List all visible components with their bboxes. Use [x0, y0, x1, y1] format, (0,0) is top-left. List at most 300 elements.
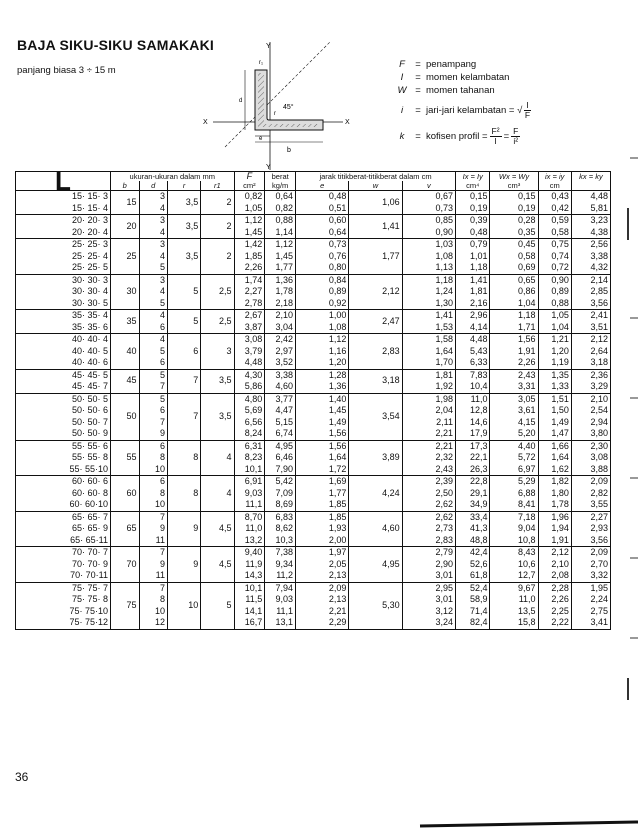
cell-I: 52,6: [456, 559, 490, 571]
cell-size: 55· 55· 8: [71, 452, 108, 462]
cell-b: 40: [111, 334, 140, 370]
cell-k: 2,82: [571, 488, 610, 500]
cell-size: 55· 55·10: [69, 463, 108, 474]
cell-d: 6: [139, 357, 168, 369]
page-number: 36: [15, 770, 29, 784]
cell-i: 1,21: [538, 334, 571, 346]
cell-d: 5: [139, 393, 168, 405]
cell-I: 61,8: [456, 570, 490, 582]
cell-r1: 2: [201, 215, 234, 239]
cell-v: 1,08: [402, 251, 455, 263]
cell-k: 2,56: [571, 239, 610, 251]
table-row: [16, 298, 611, 310]
fraction-numerator: F: [513, 125, 519, 136]
cell-d: 9: [139, 559, 168, 571]
table-row: [16, 582, 611, 594]
cell-W: 0,58: [490, 251, 538, 263]
cell-i: 1,64: [538, 452, 571, 464]
cell-r: 10: [168, 582, 201, 629]
cell-size: 70· 70·11: [70, 570, 108, 580]
cell-v: 3,01: [402, 570, 455, 582]
cell-d: 9: [139, 428, 168, 440]
cell-w: 1,41: [349, 215, 402, 239]
cell-size: 50· 50· 6: [71, 405, 108, 415]
cell-i: 0,43: [538, 191, 571, 203]
cell-i: 2,10: [538, 559, 571, 571]
cell-e: 1,77: [296, 488, 349, 500]
cell-w: 4,24: [349, 476, 402, 512]
cell-I: 29,1: [456, 488, 490, 500]
cell-v: 1,81: [402, 369, 455, 381]
cell-r: 6: [168, 334, 201, 370]
cell-F: 10,1: [234, 582, 265, 594]
cell-d: 6: [139, 405, 168, 417]
cell-F: 4,48: [234, 357, 265, 369]
cell-W: 3,61: [490, 405, 538, 417]
cell-r: 7: [168, 369, 201, 393]
cell-v: 1,64: [402, 346, 455, 358]
table-row: [16, 523, 611, 535]
cell-k: 2,09: [571, 547, 610, 559]
cell-v: 2,21: [402, 440, 455, 452]
cell-e: 1,08: [296, 322, 349, 334]
table-row: [16, 262, 611, 274]
cell-v: 0,85: [402, 215, 455, 227]
subheader-r1: r1: [201, 181, 234, 191]
cell-size: 20· 20· 4: [71, 226, 108, 237]
cell-b: 20: [111, 215, 140, 239]
cell-i: 1,96: [538, 511, 571, 523]
cell-F: 16,7: [234, 617, 265, 629]
cell-size: 65· 65· 7: [16, 511, 111, 523]
cell-size: 65· 65·11: [70, 534, 108, 545]
cell-W: 11,0: [490, 594, 538, 606]
cell-size: 15· 15· 4: [71, 202, 108, 213]
cell-i: 0,74: [538, 251, 571, 263]
cell-berat: 2,18: [265, 298, 296, 310]
legend-text: momen tahanan: [426, 85, 495, 96]
cell-berat: 5,42: [265, 476, 296, 488]
cell-v: 3,12: [402, 606, 455, 618]
cell-v: 1,30: [402, 298, 455, 310]
subheader-d: d: [139, 181, 168, 191]
cell-I: 7,83: [456, 369, 490, 381]
legend-symbol: F: [399, 59, 405, 70]
cell-e: 1,12: [296, 334, 349, 346]
diagram-label-x-left: X: [203, 119, 208, 126]
cell-e: 1,93: [296, 523, 349, 535]
cell-i: 1,82: [538, 476, 571, 488]
cell-W: 6,88: [490, 488, 538, 500]
cell-k: 3,18: [571, 357, 610, 369]
cell-W: 4,15: [490, 417, 538, 429]
cell-size: 60· 60·10: [69, 499, 108, 509]
cell-k: 3,08: [571, 452, 610, 464]
cell-berat: 1,78: [265, 286, 296, 298]
table-row: [16, 617, 611, 629]
legend-fraction: [490, 127, 502, 146]
legend-equals: =: [503, 130, 510, 142]
cell-v: 1,58: [402, 334, 455, 346]
fraction-numerator: I: [526, 99, 529, 110]
legend-row: [394, 123, 533, 149]
cell-W: 0,28: [490, 215, 538, 227]
cell-size: 55· 55· 6: [16, 440, 111, 452]
cell-v: 2,11: [402, 417, 455, 429]
cell-F: 3,08: [234, 334, 265, 346]
cell-w: 4,95: [349, 547, 402, 583]
table-body: [16, 191, 611, 630]
cell-F: 8,23: [234, 452, 265, 464]
cell-i: 1,05: [538, 310, 571, 322]
cell-v: 1,03: [402, 239, 455, 251]
cell-W: 6,97: [490, 464, 538, 476]
cell-r: 9: [168, 511, 201, 547]
cell-r1: 4,5: [201, 547, 234, 583]
cell-d: 8: [139, 594, 168, 606]
cell-F: 10,1: [234, 464, 265, 476]
page-subtitle: panjang biasa 3 ÷ 15 m: [17, 65, 116, 76]
unit-W: cm³: [490, 181, 538, 191]
cell-r: 5: [168, 310, 201, 334]
cell-berat: 3,04: [265, 322, 296, 334]
header-berat: berat: [265, 172, 296, 182]
cell-w: 4,60: [349, 511, 402, 547]
cell-i: 1,78: [538, 499, 571, 511]
cell-d: 3: [139, 239, 168, 251]
cell-berat: 1,12: [265, 239, 296, 251]
cell-berat: 7,94: [265, 582, 296, 594]
cell-v: 1,92: [402, 381, 455, 393]
legend-equals: =: [415, 130, 421, 142]
cell-W: 9,04: [490, 523, 538, 535]
table-row: [16, 227, 611, 239]
cell-berat: 4,47: [265, 405, 296, 417]
table-row: [16, 464, 611, 476]
cell-size: 50· 50· 9: [71, 428, 108, 438]
table-row: [16, 310, 611, 322]
cell-d: 3: [139, 215, 168, 227]
cell-d: 6: [139, 440, 168, 452]
cell-b: 75: [111, 582, 140, 629]
table-row: [16, 346, 611, 358]
cell-berat: 13,1: [265, 617, 296, 629]
cell-I: 22,1: [456, 452, 490, 464]
cell-W: 2,26: [490, 357, 538, 369]
cell-e: 2,21: [296, 606, 349, 618]
cell-F: 6,56: [234, 417, 265, 429]
header-Ix: Ix = Iy: [456, 172, 490, 182]
cell-berat: 1,77: [265, 262, 296, 274]
cell-F: 11,5: [234, 594, 265, 606]
cell-size: 60· 60· 8: [71, 487, 108, 498]
cell-k: 3,38: [571, 251, 610, 263]
cell-v: 2,79: [402, 547, 455, 559]
table-row: [16, 369, 611, 381]
cell-d: 6: [139, 322, 168, 334]
unit-I: cm⁴: [456, 181, 490, 191]
table-row: [16, 251, 611, 263]
cell-W: 12,7: [490, 570, 538, 582]
cell-d: 7: [139, 511, 168, 523]
cell-i: 1,47: [538, 428, 571, 440]
cell-r1: 3,5: [201, 369, 234, 393]
cell-berat: 11,2: [265, 570, 296, 582]
cell-F: 1,12: [234, 215, 265, 227]
cell-r: 5: [168, 274, 201, 310]
cell-size: 50· 50· 7: [71, 416, 108, 427]
cell-k: 2,85: [571, 286, 610, 298]
cell-e: 0,64: [296, 227, 349, 239]
cell-e: 1,69: [296, 476, 349, 488]
cell-d: 4: [139, 203, 168, 215]
cell-b: 65: [111, 511, 140, 547]
cell-W: 0,86: [490, 286, 538, 298]
cell-I: 1,41: [456, 274, 490, 286]
cell-W: 0,45: [490, 239, 538, 251]
cell-k: 3,29: [571, 381, 610, 393]
cell-v: 1,70: [402, 357, 455, 369]
cell-W: 1,04: [490, 298, 538, 310]
cell-r: 7: [168, 393, 201, 440]
diagram-label-e: e: [259, 136, 263, 142]
cell-i: 1,33: [538, 381, 571, 393]
cell-e: 1,56: [296, 440, 349, 452]
cell-e: 1,40: [296, 393, 349, 405]
table-row: [16, 547, 611, 559]
cell-I: 41,3: [456, 523, 490, 535]
cell-e: 1,56: [296, 428, 349, 440]
cell-F: 1,74: [234, 274, 265, 286]
cell-I: 1,01: [456, 251, 490, 263]
table-row: [16, 381, 611, 393]
table-row: [16, 417, 611, 429]
cell-I: 17,9: [456, 428, 490, 440]
legend-symbol: W: [397, 85, 407, 96]
cell-v: 2,21: [402, 428, 455, 440]
cell-I: 48,8: [456, 535, 490, 547]
cell-v: 3,01: [402, 594, 455, 606]
cell-berat: 8,62: [265, 523, 296, 535]
cell-e: 1,20: [296, 357, 349, 369]
cell-W: 4,40: [490, 440, 538, 452]
legend-text: kofisen profil =: [426, 130, 488, 142]
cell-k: 3,55: [571, 499, 610, 511]
cell-berat: 5,15: [265, 417, 296, 429]
cell-berat: 3,77: [265, 393, 296, 405]
cell-W: 5,72: [490, 452, 538, 464]
cell-F: 9,03: [234, 488, 265, 500]
cell-e: 1,16: [296, 346, 349, 358]
cell-d: 4: [139, 310, 168, 322]
cell-e: 2,29: [296, 617, 349, 629]
fraction-denominator: I: [494, 135, 497, 146]
cell-v: 2,73: [402, 523, 455, 535]
cell-F: 11,9: [234, 559, 265, 571]
cell-I: 22,8: [456, 476, 490, 488]
legend-text: momen kelambatan: [426, 72, 510, 83]
table-row: [16, 606, 611, 618]
cell-i: 2,12: [538, 547, 571, 559]
angle-profile-diagram: [195, 42, 380, 170]
cell-i: 2,22: [538, 617, 571, 629]
cell-I: 2,96: [456, 310, 490, 322]
legend-symbol: k: [399, 130, 405, 142]
cell-v: 2,04: [402, 405, 455, 417]
cell-berat: 4,60: [265, 381, 296, 393]
cell-i: 2,08: [538, 570, 571, 582]
cell-size: 45· 45· 5: [16, 369, 111, 381]
cell-k: 4,48: [571, 191, 610, 203]
cell-d: 5: [139, 369, 168, 381]
cell-r1: 5: [201, 582, 234, 629]
cell-e: 2,13: [296, 570, 349, 582]
cell-I: 1,18: [456, 262, 490, 274]
cell-e: 0,92: [296, 298, 349, 310]
cell-F: 6,31: [234, 440, 265, 452]
table-row: [16, 440, 611, 452]
subheader-v: v: [402, 181, 455, 191]
cell-I: 0,39: [456, 215, 490, 227]
fraction-denominator: i²: [513, 135, 519, 146]
cell-I: 58,9: [456, 594, 490, 606]
cell-berat: 2,42: [265, 334, 296, 346]
unit-k: [571, 181, 610, 191]
table-row: [16, 476, 611, 488]
cell-e: 1,97: [296, 547, 349, 559]
cell-i: 0,42: [538, 203, 571, 215]
cell-r: 8: [168, 440, 201, 476]
table-row: [16, 322, 611, 334]
profile-data-table: [15, 165, 611, 630]
legend-symbol: I: [400, 72, 404, 83]
cell-v: 2,50: [402, 488, 455, 500]
cell-size: 75· 75·12: [69, 617, 108, 627]
cell-b: 70: [111, 547, 140, 583]
cell-berat: 2,10: [265, 310, 296, 322]
cell-k: 2,12: [571, 334, 610, 346]
cell-berat: 1,45: [265, 251, 296, 263]
cell-e: 0,51: [296, 203, 349, 215]
cell-d: 11: [139, 535, 168, 547]
legend-text: penampang: [426, 59, 477, 70]
cell-w: 2,83: [349, 334, 402, 370]
cell-W: 1,91: [490, 346, 538, 358]
table-row: [16, 286, 611, 298]
cell-k: 4,38: [571, 227, 610, 239]
cell-e: 0,84: [296, 274, 349, 286]
cell-I: 26,3: [456, 464, 490, 476]
cell-v: 1,13: [402, 262, 455, 274]
cell-W: 3,31: [490, 381, 538, 393]
cell-W: 15,8: [490, 617, 538, 629]
cell-berat: 0,82: [265, 203, 296, 215]
cell-F: 6,91: [234, 476, 265, 488]
cell-I: 14,6: [456, 417, 490, 429]
cell-e: 1,36: [296, 381, 349, 393]
cell-size: 35· 35· 6: [71, 321, 108, 332]
cell-W: 10,8: [490, 535, 538, 547]
cell-d: 3: [139, 274, 168, 286]
cell-d: 4: [139, 334, 168, 346]
cell-berat: 1,14: [265, 227, 296, 239]
cell-d: 7: [139, 381, 168, 393]
cell-F: 14,1: [234, 606, 265, 618]
cell-w: 3,54: [349, 393, 402, 440]
cell-I: 10,4: [456, 381, 490, 393]
cell-e: 0,73: [296, 239, 349, 251]
cell-v: 2,90: [402, 559, 455, 571]
cell-e: 1,45: [296, 405, 349, 417]
cell-I: 12,8: [456, 405, 490, 417]
cell-F: 4,30: [234, 369, 265, 381]
cell-w: 2,12: [349, 274, 402, 310]
legend-symbol: i: [400, 104, 404, 116]
cell-r: 3,5: [168, 191, 201, 215]
cell-W: 0,19: [490, 203, 538, 215]
subheader-r: r: [168, 181, 201, 191]
cell-berat: 10,3: [265, 535, 296, 547]
header-ix: ix = iy: [538, 172, 571, 182]
cell-i: 1,49: [538, 417, 571, 429]
cell-d: 5: [139, 262, 168, 274]
cell-e: 1,64: [296, 452, 349, 464]
cell-r: 8: [168, 476, 201, 512]
cell-v: 2,83: [402, 535, 455, 547]
cell-k: 2,27: [571, 511, 610, 523]
legend-equals: =: [415, 85, 421, 96]
cell-e: 0,48: [296, 191, 349, 203]
cell-W: 0,15: [490, 191, 538, 203]
cell-i: 0,59: [538, 215, 571, 227]
cell-d: 12: [139, 617, 168, 629]
cell-berat: 7,38: [265, 547, 296, 559]
cell-I: 11,0: [456, 393, 490, 405]
cell-k: 2,75: [571, 606, 610, 618]
cell-d: 6: [139, 476, 168, 488]
cell-I: 2,16: [456, 298, 490, 310]
legend-equals: =: [415, 59, 421, 70]
cell-i: 1,04: [538, 322, 571, 334]
cell-size: 65· 65· 9: [71, 523, 108, 533]
cell-r1: 4: [201, 440, 234, 476]
diagram-label-y-top: Y: [266, 43, 271, 50]
cell-size: 70· 70· 9: [71, 558, 108, 569]
cell-F: 11,1: [234, 499, 265, 511]
cell-F: 14,3: [234, 570, 265, 582]
cell-berat: 2,97: [265, 346, 296, 358]
cell-i: 1,80: [538, 488, 571, 500]
cell-size: 25· 25· 4: [71, 250, 108, 261]
cell-k: 3,51: [571, 322, 610, 334]
cell-d: 9: [139, 523, 168, 535]
cell-F: 5,86: [234, 381, 265, 393]
cell-k: 5,81: [571, 203, 610, 215]
subheader-b: b: [111, 181, 140, 191]
cell-e: 2,00: [296, 535, 349, 547]
cell-W: 1,18: [490, 310, 538, 322]
cell-I: 52,4: [456, 582, 490, 594]
cell-F: 8,24: [234, 428, 265, 440]
cell-r: 3,5: [168, 215, 201, 239]
cell-W: 9,67: [490, 582, 538, 594]
cell-v: 1,53: [402, 322, 455, 334]
cell-F: 1,45: [234, 227, 265, 239]
cell-berat: 9,03: [265, 594, 296, 606]
symbol-legend: [394, 58, 533, 149]
legend-equals: =: [415, 72, 421, 83]
cell-berat: 3,38: [265, 369, 296, 381]
